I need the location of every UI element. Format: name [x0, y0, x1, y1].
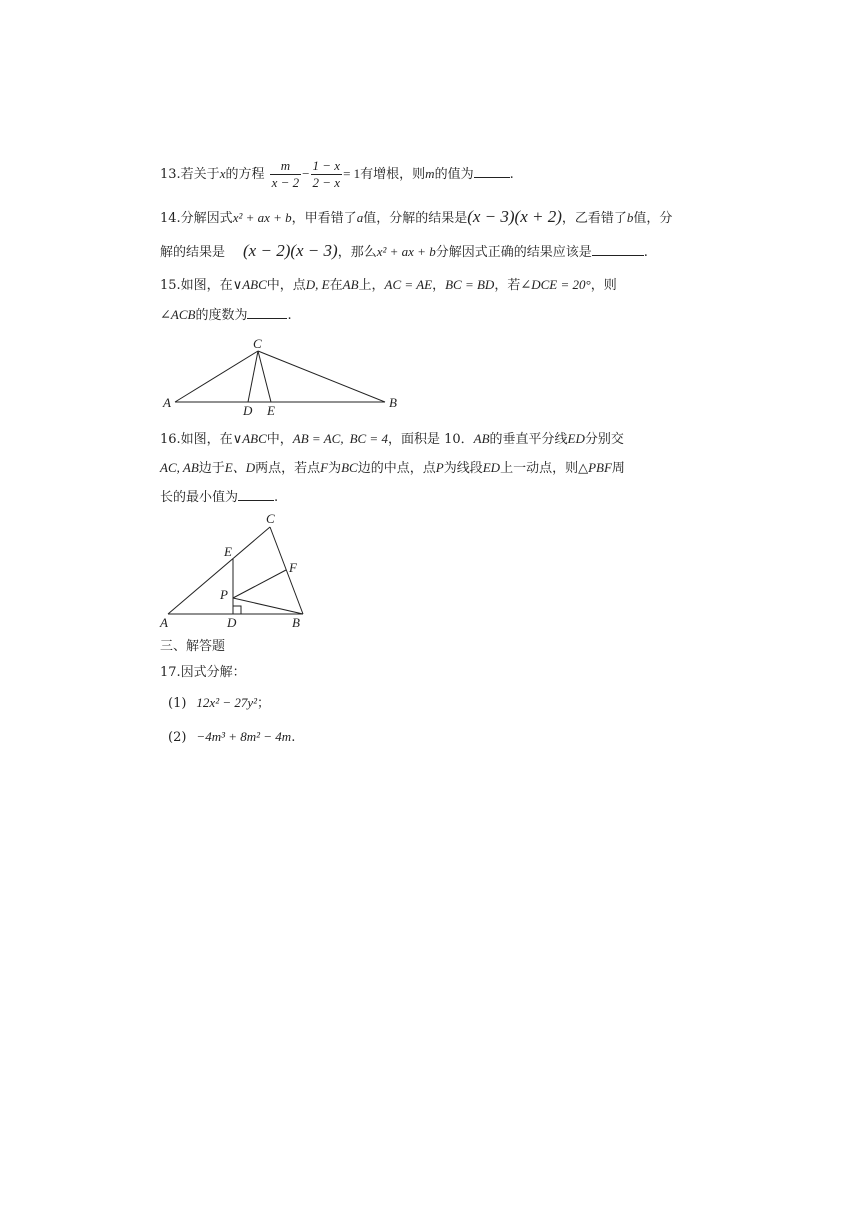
question-17-part-1	[168, 694, 270, 713]
q17-part-1-label: (1)	[168, 696, 187, 711]
q14-text: 值，分解的结果是	[363, 211, 468, 226]
q13-var-x: x	[219, 166, 226, 181]
q16-text: 边于	[198, 461, 225, 476]
fig15-segment-AC	[175, 351, 258, 402]
q16-segments: AC, AB	[160, 460, 199, 475]
figure-16-triangle	[158, 508, 318, 633]
fig16-label-E: E	[224, 544, 232, 559]
section-3-heading: 三、解答题	[160, 639, 226, 654]
q16-text: 分别交	[584, 432, 624, 447]
q16-points: E、D	[224, 460, 256, 475]
fig15-label-E: E	[267, 403, 275, 418]
q13-var-m: m	[425, 166, 435, 181]
q16-eq-2: BC = 4	[349, 431, 388, 446]
q16-point-p: P	[435, 460, 444, 475]
q16-end: .	[274, 490, 279, 505]
q16-segment-bc: BC	[341, 460, 358, 475]
q15-segment: AB	[342, 277, 359, 292]
figure-15-triangle	[160, 335, 410, 420]
q15-triangle: ∨ABC	[232, 277, 267, 292]
fig16-label-F: F	[289, 560, 297, 575]
q13-text1: 的方程	[225, 167, 265, 182]
q15-text: 在	[329, 278, 343, 293]
fig15-lines	[175, 351, 385, 402]
q13-frac1-numerator: m	[270, 158, 302, 175]
q15-answer-blank[interactable]	[247, 306, 287, 319]
q15-comma: ，	[432, 278, 446, 293]
fig15-segment-CB	[258, 351, 385, 402]
fig16-segment-PB	[233, 598, 303, 614]
fig16-label-P: P	[220, 587, 228, 602]
q13-frac2-numerator: 1 − x	[312, 158, 341, 173]
fig15-label-D: D	[243, 403, 253, 418]
q16-text: 的垂直平分线	[489, 432, 568, 447]
q16-text: ，面积是 10．	[387, 432, 474, 447]
q15-text: ，若	[494, 278, 521, 293]
q14-var-a: a	[356, 210, 364, 225]
q17-part-2-end: .	[291, 730, 296, 745]
q16-text: 上一动点，则	[500, 461, 579, 476]
question-16-line-1	[160, 430, 624, 449]
fig16-label-B: B	[292, 615, 300, 630]
q16-text: 为线段	[443, 461, 483, 476]
q16-text: 中，	[266, 432, 293, 447]
q17-part-2-expression: −4m³ + 8m² − 4m	[196, 729, 292, 744]
fig16-label-A: A	[160, 615, 168, 630]
fig16-right-angle-mark	[233, 606, 241, 614]
q15-eq-1: AC = AE	[384, 277, 433, 292]
q13-equals: = 1	[343, 166, 361, 181]
q16-eq-1: AB = AC,	[292, 431, 344, 446]
q16-text: 两点，若点	[255, 461, 321, 476]
question-14-line-1	[160, 208, 672, 228]
q13-answer-blank[interactable]	[474, 165, 510, 178]
q13-fraction-1	[270, 158, 302, 191]
q14-answer-blank[interactable]	[592, 243, 644, 256]
q13-minus: −	[302, 166, 310, 181]
q15-end: .	[287, 308, 292, 323]
q13-end: .	[509, 167, 514, 182]
q14-poly: x² + ax + b	[232, 210, 292, 225]
q16-answer-blank[interactable]	[238, 488, 274, 501]
fig15-segment-CE	[258, 351, 271, 402]
q17-part-1-expression: 12x² − 27y²	[196, 695, 258, 710]
q16-segment-ed: ED	[567, 431, 585, 446]
q16-triangle: ∨ABC	[232, 431, 267, 446]
question-17-part-2	[168, 728, 295, 747]
fig16-lines	[168, 527, 303, 614]
q16-text: 16.如图，在	[160, 432, 233, 447]
fig16-segment-PF	[233, 570, 286, 598]
q16-text: 周	[611, 461, 625, 476]
question-16-line-2	[160, 459, 625, 478]
q14-result-2: (x − 2)(x − 3)	[243, 241, 338, 260]
question-17-title: 17.因式分解：	[160, 665, 246, 680]
q14-result-1: (x − 3)(x + 2)	[467, 207, 562, 226]
fig15-label-C: C	[253, 336, 262, 351]
q14-text: ，那么	[337, 245, 377, 260]
question-15-line-1	[160, 276, 617, 295]
q14-text: 14.分解因式	[160, 211, 233, 226]
q15-text: 上，	[358, 278, 385, 293]
fig16-segment-CB	[270, 527, 303, 614]
fig16-segment-AC	[168, 527, 270, 614]
q14-end: .	[643, 245, 648, 260]
q17-part-1-end: ；	[257, 696, 271, 711]
q14-text: 值，分	[633, 211, 673, 226]
q15-angle-acb: ∠ACB	[160, 307, 196, 322]
q13-text3: 的值为	[434, 167, 474, 182]
fig16-label-D: D	[227, 615, 237, 630]
q16-text: 边的中点，点	[357, 461, 436, 476]
q13-prefix: 13.若关于	[160, 167, 220, 182]
q13-frac1-denominator: x − 2	[271, 175, 300, 190]
q14-poly-2: x² + ax + b	[376, 244, 436, 259]
q14-text: 分解因式正确的结果应该是	[435, 245, 592, 260]
q16-text: 长的最小值为	[160, 490, 239, 505]
q15-angle-condition: ∠DCE = 20°	[520, 277, 591, 292]
q15-text: 15.如图，在	[160, 278, 233, 293]
q13-text2: 有增根，则	[360, 167, 426, 182]
q16-point-f: F	[320, 460, 329, 475]
q15-eq-2: BC = BD	[445, 277, 495, 292]
question-16-line-3	[160, 488, 278, 507]
q14-var-b: b	[626, 210, 634, 225]
q14-text: ，甲看错了	[291, 211, 357, 226]
q15-points: D, E	[305, 277, 330, 292]
q16-segment-ed-2: ED	[482, 460, 501, 475]
fig15-segment-CD	[248, 351, 258, 402]
question-15-line-2	[160, 306, 292, 325]
q16-segment-ab: AB	[473, 431, 490, 446]
q14-text: 解的结果是	[160, 245, 226, 260]
fig15-label-B: B	[389, 395, 397, 410]
q15-text: 中，点	[266, 278, 306, 293]
q16-triangle-pbf: △PBF	[578, 460, 612, 475]
q13-frac2-denominator: 2 − x	[312, 175, 341, 190]
q16-text: 为	[328, 461, 342, 476]
fig16-label-C: C	[266, 511, 275, 526]
question-13	[160, 154, 514, 195]
q14-text: ，乙看错了	[561, 211, 627, 226]
fig15-label-A: A	[163, 395, 171, 410]
question-14-line-2	[160, 242, 648, 262]
q15-text: 的度数为	[195, 308, 248, 323]
q15-text: ，则	[590, 278, 617, 293]
q13-fraction-2	[311, 158, 343, 191]
q17-part-2-label: (2)	[168, 730, 187, 745]
